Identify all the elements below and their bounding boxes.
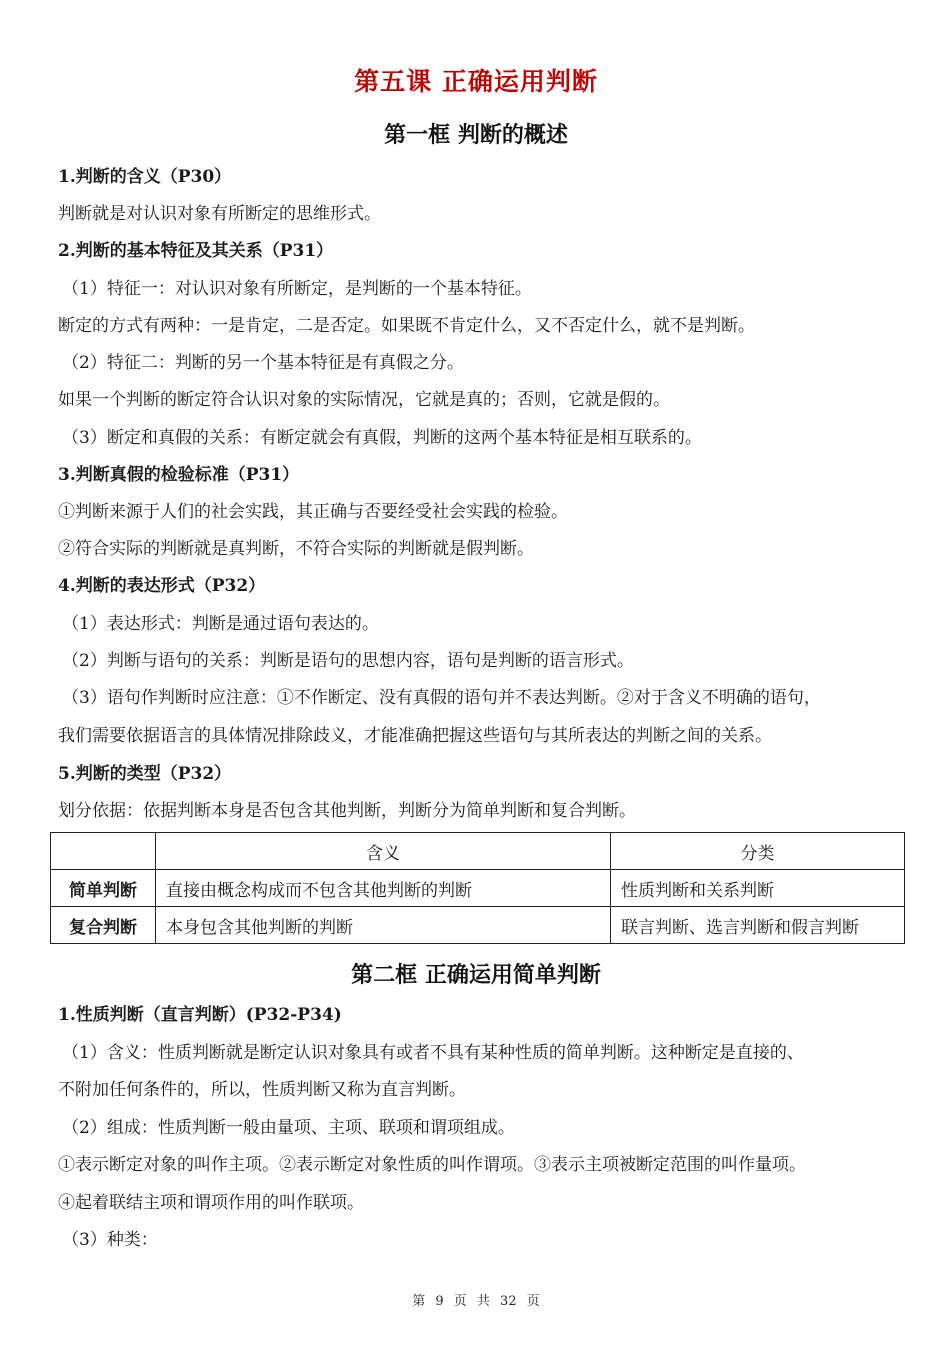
table-cell: 简单判断 [51,870,156,907]
section1-paragraph: ①判断来源于人们的社会实践，其正确与否要经受社会实践的检验。 [58,502,568,522]
lesson-title: 第五课 正确运用判断 [354,67,598,96]
section1-heading-1: 1.判断的含义（P30） [58,167,232,187]
section1-paragraph: 我们需要依据语言的具体情况排除歧义，才能准确把握这些语句与其所表达的判断之间的关系。 [58,726,772,746]
section1-paragraph: （3）语句作判断时应注意：①不作断定、没有真假的语句并不表达判断。②对于含义不明确的语句， [62,688,821,708]
section1-paragraph: 断定的方式有两种：一是肯定，二是否定。如果既不肯定什么，又不否定什么，就不是判断。 [58,316,755,336]
table-row [51,870,905,907]
section2-paragraph: （2）组成：性质判断一般由量项、主项、联项和谓项组成。 [62,1118,515,1138]
table-header-row [51,833,905,870]
section2-paragraph: ①表示断定对象的叫作主项。②表示断定对象性质的叫作谓项。③表示主项被断定范围的叫作量项。 [58,1155,806,1175]
table-cell: 复合判断 [51,907,156,944]
section1-heading-4: 4.判断的表达形式（P32） [58,576,266,596]
table-cell: 性质判断和关系判断 [611,870,905,907]
table-header-cell: 含义 [156,833,611,870]
section1-heading-2: 2.判断的基本特征及其关系（P31） [58,241,334,261]
section1-paragraph: 判断就是对认识对象有所断定的思维形式。 [58,204,381,224]
table-row [51,907,905,944]
section1-paragraph: （1）表达形式：判断是通过语句表达的。 [62,614,379,634]
section1-heading-5: 5.判断的类型（P32） [58,764,232,784]
section1-paragraph: （1）特征一：对认识对象有所断定，是判断的一个基本特征。 [62,279,532,299]
section2-title: 第二框 正确运用简单判断 [351,962,601,988]
section1-paragraph: （3）断定和真假的关系：有断定就会有真假，判断的这两个基本特征是相互联系的。 [62,428,702,448]
table-header-cell: 分类 [611,833,905,870]
section2-paragraph: （3）种类： [62,1230,158,1250]
section1-paragraph: （2）判断与语句的关系：判断是语句的思想内容，语句是判断的语言形式。 [62,651,634,671]
section2-paragraph: （1）含义：性质判断就是断定认识对象具有或者不具有某种性质的简单判断。这种断定是直接的、 [62,1043,804,1063]
section2-heading-1: 1.性质判断（直言判断）(P32-P34) [58,1005,342,1025]
section1-paragraph: 划分依据：依据判断本身是否包含其他判断，判断分为简单判断和复合判断。 [58,801,636,821]
section2-paragraph: 不附加任何条件的，所以，性质判断又称为直言判断。 [58,1080,466,1100]
page-number-footer: 第 9 页 共 32 页 [412,1294,540,1309]
section1-paragraph: ②符合实际的判断就是真判断，不符合实际的判断就是假判断。 [58,539,534,559]
section2-paragraph: ④起着联结主项和谓项作用的叫作联项。 [58,1193,364,1213]
table-cell: 直接由概念构成而不包含其他判断的判断 [156,870,611,907]
section1-paragraph: 如果一个判断的断定符合认识对象的实际情况，它就是真的；否则，它就是假的。 [58,390,670,410]
section1-title: 第一框 判断的概述 [384,122,568,148]
table-header-cell [51,833,156,870]
table-cell: 本身包含其他判断的判断 [156,907,611,944]
table-cell: 联言判断、选言判断和假言判断 [611,907,905,944]
section1-paragraph: （2）特征二：判断的另一个基本特征是有真假之分。 [62,353,464,373]
judgment-types-table [50,832,905,944]
section1-heading-3: 3.判断真假的检验标准（P31） [58,465,300,485]
